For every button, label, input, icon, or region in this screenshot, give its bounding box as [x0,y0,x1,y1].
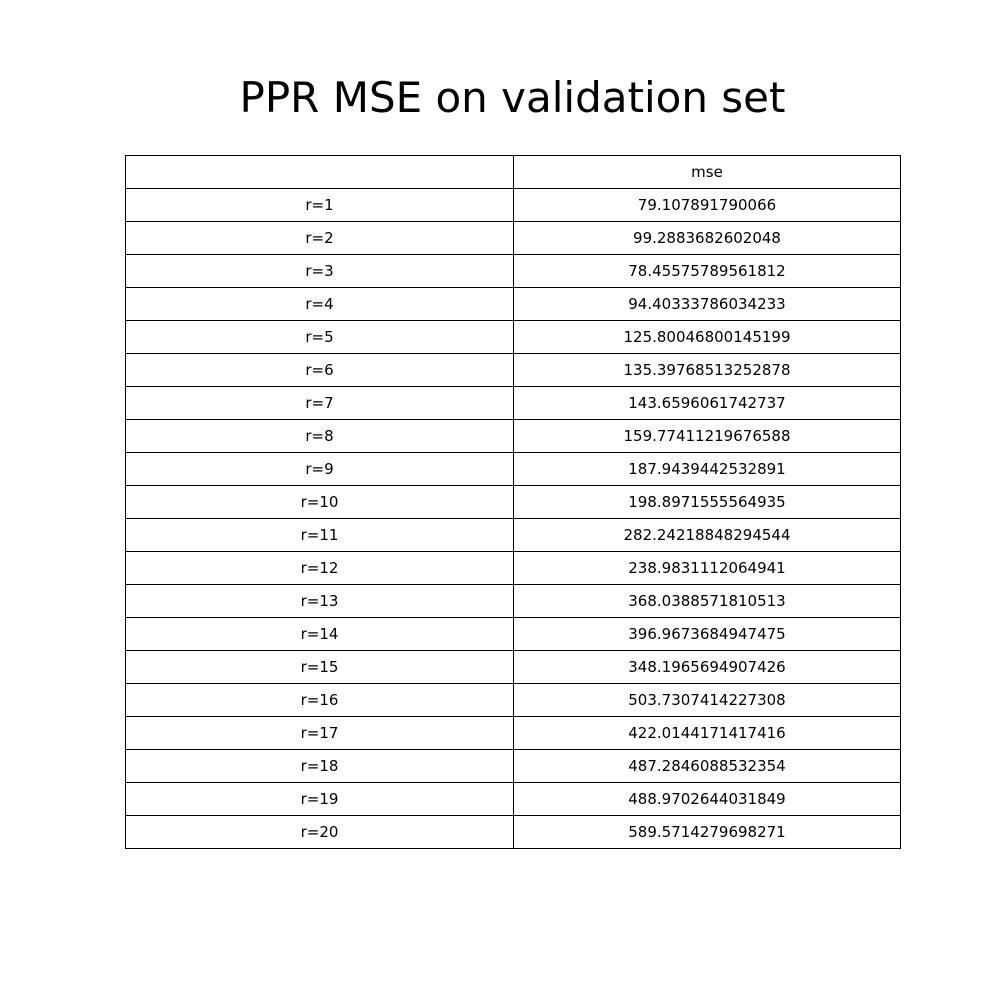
row-label-cell: r=11 [126,519,514,552]
table-row [126,651,901,684]
row-label-cell: r=3 [126,255,514,288]
row-label-cell: r=7 [126,387,514,420]
table-row [126,783,901,816]
mse-value-cell: 159.77411219676588 [514,420,901,453]
mse-value-cell: 99.2883682602048 [514,222,901,255]
mse-value-cell: 422.0144171417416 [514,717,901,750]
mse-value-cell: 238.9831112064941 [514,552,901,585]
header-cell-index [126,156,514,189]
mse-value-cell: 94.40333786034233 [514,288,901,321]
table-row [126,519,901,552]
mse-table [125,155,901,849]
table-row [126,486,901,519]
row-label-cell: r=1 [126,189,514,222]
table-row [126,717,901,750]
row-label-cell: r=9 [126,453,514,486]
row-label-cell: r=5 [126,321,514,354]
table-row [126,684,901,717]
table-row [126,552,901,585]
mse-value-cell: 282.24218848294544 [514,519,901,552]
mse-value-cell: 488.9702644031849 [514,783,901,816]
table-row [126,288,901,321]
table-row [126,189,901,222]
chart-title: PPR MSE on validation set [239,73,786,122]
table-row [126,255,901,288]
mse-value-cell: 135.39768513252878 [514,354,901,387]
table-row [126,222,901,255]
table-row [126,420,901,453]
row-label-cell: r=18 [126,750,514,783]
row-label-cell: r=13 [126,585,514,618]
mse-value-cell: 78.45575789561812 [514,255,901,288]
table-row [126,354,901,387]
table-row [126,816,901,849]
mse-value-cell: 125.80046800145199 [514,321,901,354]
header-cell-mse: mse [514,156,901,189]
row-label-cell: r=10 [126,486,514,519]
row-label-cell: r=20 [126,816,514,849]
row-label-cell: r=2 [126,222,514,255]
table-row [126,750,901,783]
mse-value-cell: 589.5714279698271 [514,816,901,849]
row-label-cell: r=17 [126,717,514,750]
row-label-cell: r=12 [126,552,514,585]
mse-value-cell: 143.6596061742737 [514,387,901,420]
table-header-row [126,156,901,189]
table-row [126,585,901,618]
table-row [126,453,901,486]
table-body [126,189,901,849]
row-label-cell: r=14 [126,618,514,651]
row-label-cell: r=16 [126,684,514,717]
row-label-cell: r=4 [126,288,514,321]
table-row [126,321,901,354]
mse-value-cell: 79.107891790066 [514,189,901,222]
row-label-cell: r=15 [126,651,514,684]
row-label-cell: r=6 [126,354,514,387]
row-label-cell: r=8 [126,420,514,453]
mse-value-cell: 503.7307414227308 [514,684,901,717]
mse-value-cell: 348.1965694907426 [514,651,901,684]
mse-value-cell: 187.9439442532891 [514,453,901,486]
mse-value-cell: 368.0388571810513 [514,585,901,618]
mse-value-cell: 198.8971555564935 [514,486,901,519]
mse-value-cell: 487.2846088532354 [514,750,901,783]
table-row [126,387,901,420]
table-row [126,618,901,651]
row-label-cell: r=19 [126,783,514,816]
mse-value-cell: 396.9673684947475 [514,618,901,651]
